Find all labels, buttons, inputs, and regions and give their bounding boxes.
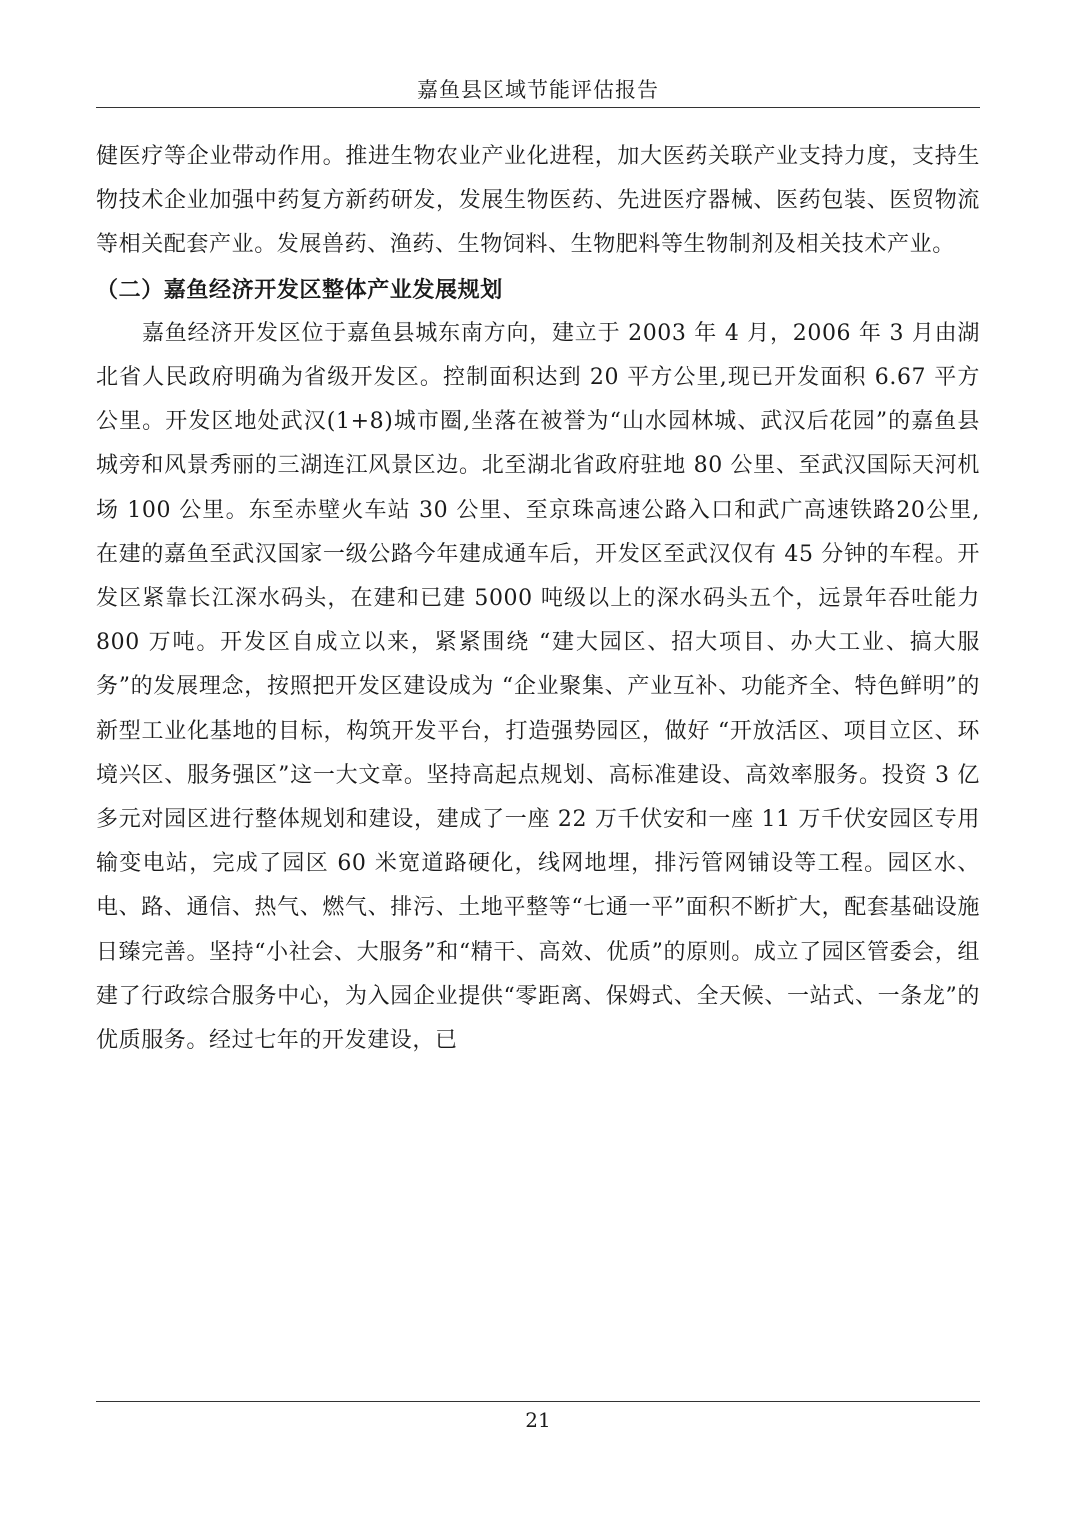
page-number: 21 — [525, 1408, 551, 1432]
document-body — [96, 135, 980, 1063]
section-heading: （二）嘉鱼经济开发区整体产业发展规划 — [96, 276, 503, 303]
paragraph-development-zone: 嘉鱼经济开发区位于嘉鱼县城东南方向，建立于 2003 年 4 月，2006 年 3 月由湖北省人民政府明确为省级开发区。控制面积达到 20 平方公里,现已开发面积 6.67 平方公里。开发区地处武汉(1+8)城市圈,坐落在被誉为“山水园林城、武汉后花园”的嘉鱼县城旁和风景秀丽的三湖连江风景区边。北至湖北省政府驻地 80 公里、至武汉国际天河机场 100 公里。东至赤壁火车站 30 公里、至京珠高速公路入口和武广高速铁路20公里,在建的嘉鱼至武汉国家一级公路今年建成通车后，开发区至武汉仅有 45 分钟的车程。开发区紧靠长江深水码头，在建和已建 5000 吨级以上的深水码头五个，远景年吞吐能力 800 万吨。开发区自成立以来，紧紧围绕 “建大园区、招大项目、办大工业、搞大服务”的发展理念，按照把开发区建设成为 “企业聚集、产业互补、功能齐全、特色鲜明”的新型工业化基地的目标，构筑开发平台，打造强势园区，做好 “开放活区、项目立区、环境兴区、服务强区”这一大文章。坚持高起点规划、高标准建设、高效率服务。投资 3 亿多元对园区进行整体规划和建设，建成了一座 22 万千伏安和一座 11 万千伏安园区专用输变电站，完成了园区 60 米宽道路硬化，线网地埋，排污管网铺设等工程。园区水、电、路、通信、热气、燃气、排污、土地平整等“七通一平”面积不断扩大，配套基础设施日臻完善。坚持“小社会、大服务”和“精干、高效、优质”的原则。成立了园区管委会，组建了行政综合服务中心，为入园企业提供“零距离、保姆式、全天候、一站式、一条龙”的优质服务。经过七年的开发建设，已 — [96, 320, 980, 1054]
header-divider — [96, 107, 980, 108]
footer-divider — [96, 1401, 980, 1402]
page-header-title: 嘉鱼县区域节能评估报告 — [417, 78, 659, 102]
paragraph-continued: 健医疗等企业带动作用。推进生物农业产业化进程，加大医药关联产业支持力度，支持生物技术企业加强中药复方新药研发，发展生物医药、先进医疗器械、医药包装、医贸物流等相关配套产业。发展兽药、渔药、生物饲料、生物肥料等生物制剂及相关技术产业。 — [96, 144, 980, 258]
